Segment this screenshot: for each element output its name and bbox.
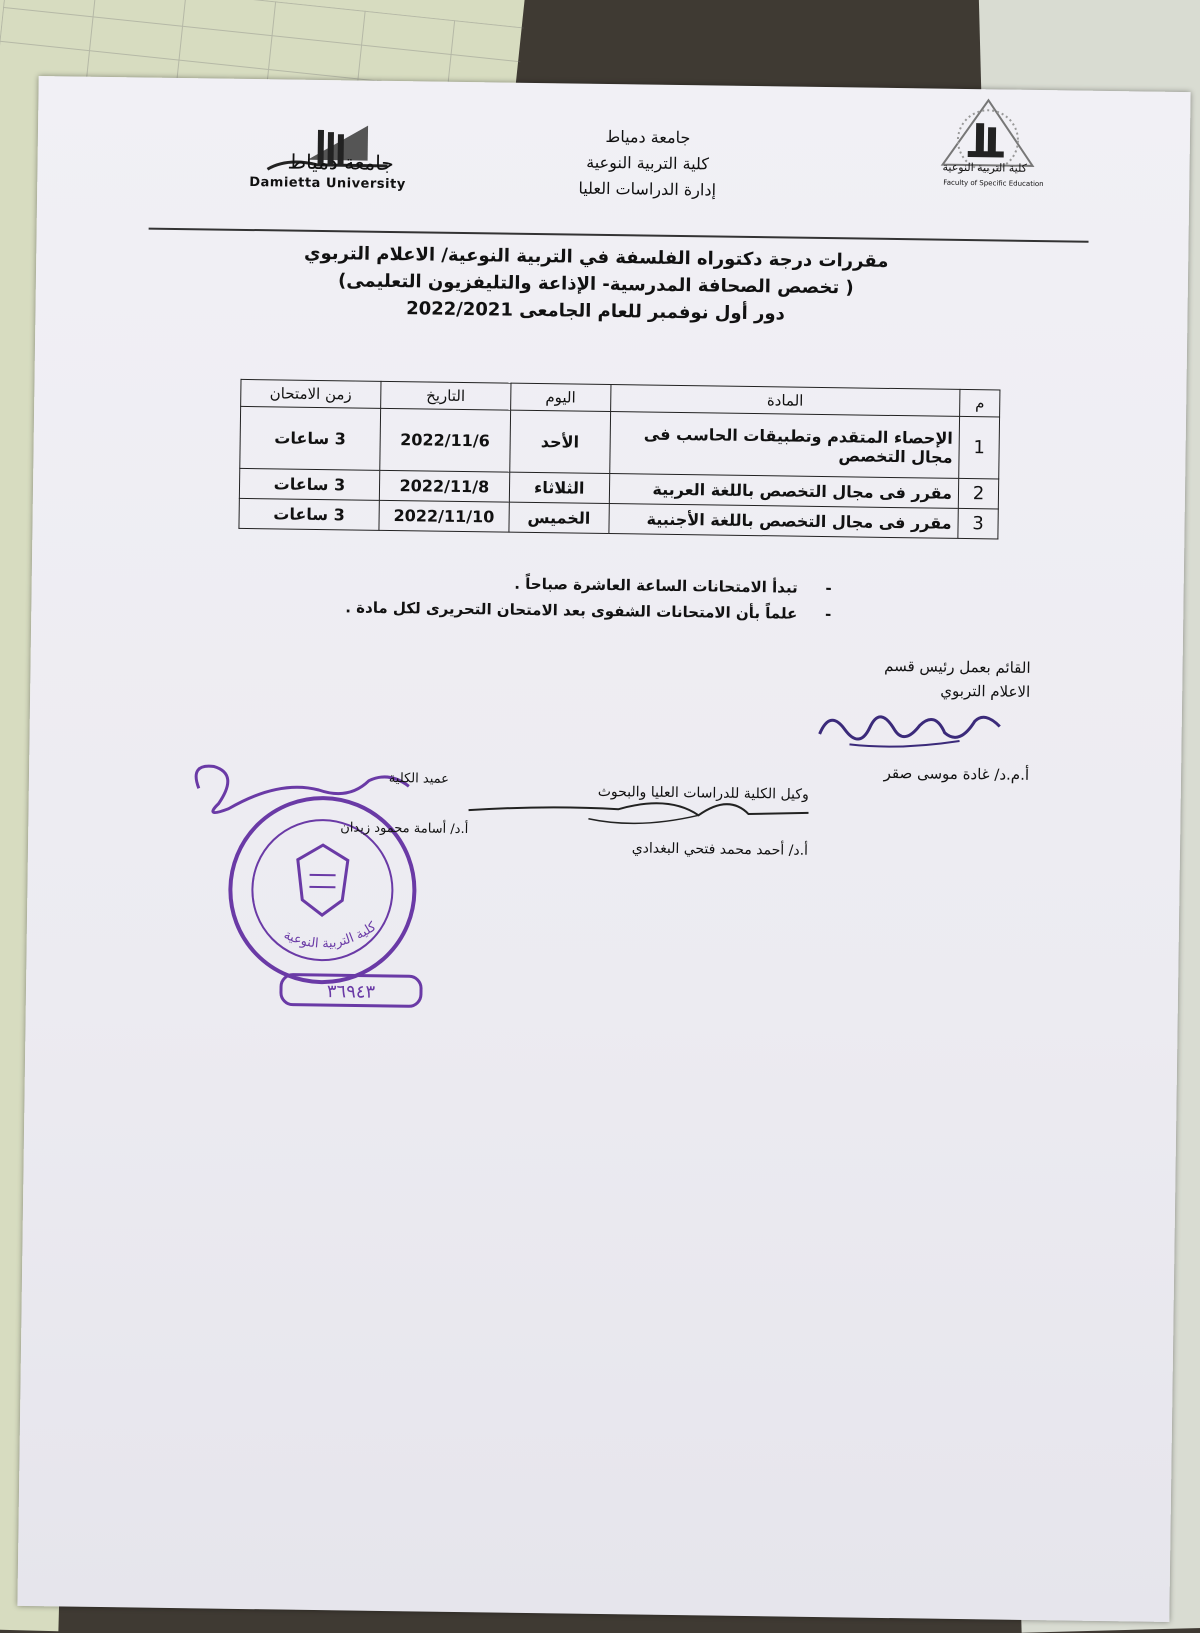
header-duration: زمن الامتحان <box>241 379 381 408</box>
cell-num: 2 <box>958 478 998 509</box>
vice-dean-title: وكيل الكلية للدراسات العليا والبحوث <box>597 783 809 803</box>
header-date: التاريخ <box>380 381 510 410</box>
department-head-signature <box>809 689 1010 762</box>
dean-name: أ.د/ أسامة محمود زيدان <box>340 820 469 838</box>
university-name-english: Damietta University <box>249 174 406 193</box>
header-text <box>537 123 758 204</box>
cell-day: الثلاثاء <box>509 472 609 503</box>
cell-num: 3 <box>958 508 998 539</box>
cell-duration: 3 ساعات <box>239 498 379 530</box>
seal-text: كلية التربية النوعية <box>281 919 380 952</box>
cell-date: 2022/11/6 <box>380 408 511 472</box>
exam-schedule-table <box>238 379 1000 540</box>
faculty-logo <box>927 94 1049 206</box>
department-head-role-2: الاعلام التربوي <box>940 681 1031 701</box>
department-head-role-1: القائم بعمل رئيس قسم <box>884 656 1031 677</box>
table-row <box>240 406 1000 479</box>
stamp-number <box>276 969 427 1011</box>
vice-dean-name: أ.د/ أحمد محمد فتحي البغدادي <box>631 840 809 859</box>
faculty-logo-caption-english: Faculty of Specific Education <box>943 178 1044 189</box>
cell-subject: مقرر فى مجال التخصص باللغة العربية <box>609 474 959 509</box>
cell-date: 2022/11/8 <box>379 470 509 502</box>
note-text: تبدأ الامتحانات الساعة العاشرة صباحاً . <box>514 574 798 597</box>
header-day: اليوم <box>510 383 610 411</box>
cell-subject: الإحصاء المتقدم وتطبيقات الحاسب فى مجال التخصص <box>609 412 959 479</box>
header-university: جامعة دمياط <box>605 126 691 148</box>
note-item: -تبدأ الامتحانات الساعة العاشرة صباحاً . <box>514 574 832 598</box>
title-line-1: مقررات درجة دكتوراه الفلسفة في التربية النوعية/ الاعلام التربوي <box>303 242 889 272</box>
note-item: -علماً بأن الامتحانات الشفوى بعد الامتحان التحريرى لكل مادة . <box>345 598 832 624</box>
dean-title: عميد الكلية <box>388 770 450 787</box>
cell-date: 2022/11/10 <box>379 500 509 532</box>
cell-day: الخميس <box>509 502 609 533</box>
cell-day: الأحد <box>510 410 611 473</box>
header-department: إدارة الدراسات العليا <box>578 178 717 200</box>
university-logo-arabic: جامعة دمياط <box>287 149 394 175</box>
header-faculty: كلية التربية النوعية <box>586 152 710 174</box>
faculty-logo-caption-arabic: كلية التربية النوعية <box>942 160 1027 175</box>
exam-notes <box>331 568 832 627</box>
stamp-number-text: ٣٦٩٤٣ <box>326 981 376 1003</box>
note-text: علماً بأن الامتحانات الشفوى بعد الامتحان التحريرى لكل مادة . <box>345 598 798 623</box>
document-page <box>17 76 1190 1622</box>
document-title <box>195 238 996 330</box>
title-line-3: دور أول نوفمبر للعام الجامعى 2022/2021 <box>406 298 785 325</box>
department-head-name: أ.م.د/ غادة موسى صقر <box>883 763 1030 784</box>
title-line-2: ( تخصص الصحافة المدرسية- الإذاعة والتليفزيون التعليمى) <box>337 270 854 299</box>
cell-num: 1 <box>959 416 1000 479</box>
cell-duration: 3 ساعات <box>240 406 381 470</box>
header-num: م <box>960 389 1000 417</box>
cell-duration: 3 ساعات <box>239 468 379 500</box>
header-subject: المادة <box>610 385 960 417</box>
svg-text:كلية التربية النوعية <box>281 918 380 953</box>
cell-subject: مقرر فى مجال التخصص باللغة الأجنبية <box>609 504 959 539</box>
